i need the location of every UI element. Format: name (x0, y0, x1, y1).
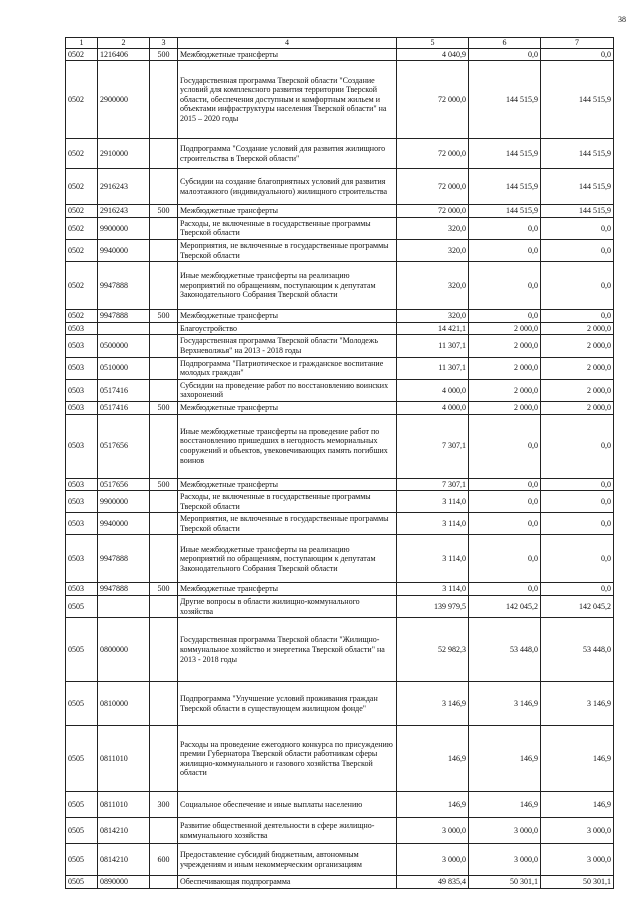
target-code-cell: 0800000 (98, 618, 150, 682)
amount-col5-cell: 320,0 (397, 217, 469, 239)
section-code-cell: 0502 (66, 48, 98, 61)
table-row (66, 48, 614, 61)
expense-type-cell (150, 682, 178, 726)
amount-col5-cell: 4 000,0 (397, 379, 469, 401)
amount-col6-cell: 2 000,0 (469, 357, 541, 379)
description-cell: Государственная программа Тверской области "Молодежь Верхневолжья" на 2013 - 2018 годы (178, 335, 397, 357)
section-code-cell: 0505 (66, 818, 98, 844)
description-cell: Мероприятия, не включенные в государственные программы Тверской области (178, 239, 397, 261)
section-code-cell: 0502 (66, 217, 98, 239)
amount-col5-cell: 4 040,9 (397, 48, 469, 61)
table-row (66, 61, 614, 139)
section-code-cell: 0503 (66, 357, 98, 379)
expense-type-cell: 500 (150, 583, 178, 596)
description-cell: Субсидии на проведение работ по восстановлению воинских захоронений (178, 379, 397, 401)
table-row (66, 239, 614, 261)
column-header: 2 (98, 38, 150, 49)
description-cell: Иные межбюджетные трансферты на реализацию мероприятий по обращениям, поступающим к депутатам Законодательного Собрания Тверской области (178, 535, 397, 583)
description-cell: Благоустройство (178, 322, 397, 335)
amount-col6-cell: 144 515,9 (469, 169, 541, 205)
description-cell: Государственная программа Тверской области "Создание условий для комплексного развития территории Тверской области, обеспечения доступным и комфортным жильем и объектами инфраструктуры населения Тверской области" на 2015 – 2020 годы (178, 61, 397, 139)
table-row (66, 205, 614, 218)
amount-col6-cell: 2 000,0 (469, 379, 541, 401)
expense-type-cell (150, 414, 178, 478)
amount-col5-cell: 72 000,0 (397, 169, 469, 205)
section-code-cell: 0505 (66, 596, 98, 618)
expense-type-cell (150, 335, 178, 357)
target-code-cell: 0814210 (98, 844, 150, 876)
table-row (66, 139, 614, 169)
expense-type-cell (150, 726, 178, 792)
target-code-cell: 0500000 (98, 335, 150, 357)
description-cell: Подпрограмма "Создание условий для развития жилищного строительства в Тверской области" (178, 139, 397, 169)
amount-col7-cell: 0,0 (541, 239, 614, 261)
target-code-cell: 0890000 (98, 876, 150, 889)
description-cell: Подпрограмма "Патриотическое и гражданское воспитание молодых граждан" (178, 357, 397, 379)
amount-col5-cell: 3 114,0 (397, 513, 469, 535)
amount-col5-cell: 146,9 (397, 792, 469, 818)
section-code-cell: 0503 (66, 513, 98, 535)
description-cell: Обеспечивающая подпрограмма (178, 876, 397, 889)
target-code-cell: 2900000 (98, 61, 150, 139)
table-row (66, 478, 614, 491)
amount-col5-cell: 3 114,0 (397, 535, 469, 583)
section-code-cell: 0503 (66, 535, 98, 583)
expense-type-cell: 500 (150, 48, 178, 61)
column-header: 6 (469, 38, 541, 49)
description-cell: Расходы, не включенные в государственные программы Тверской области (178, 217, 397, 239)
amount-col6-cell: 0,0 (469, 239, 541, 261)
section-code-cell: 0502 (66, 205, 98, 218)
amount-col7-cell: 144 515,9 (541, 205, 614, 218)
description-cell: Межбюджетные трансферты (178, 48, 397, 61)
amount-col7-cell: 0,0 (541, 583, 614, 596)
description-cell: Другие вопросы в области жилищно-коммунального хозяйства (178, 596, 397, 618)
amount-col5-cell: 139 979,5 (397, 596, 469, 618)
amount-col5-cell: 3 146,9 (397, 682, 469, 726)
table-row (66, 310, 614, 323)
amount-col5-cell: 72 000,0 (397, 139, 469, 169)
expense-type-cell: 300 (150, 792, 178, 818)
expense-type-cell (150, 379, 178, 401)
target-code-cell: 9947888 (98, 535, 150, 583)
table-row (66, 792, 614, 818)
amount-col6-cell: 2 000,0 (469, 322, 541, 335)
amount-col7-cell: 53 448,0 (541, 618, 614, 682)
table-row (66, 818, 614, 844)
amount-col6-cell: 0,0 (469, 262, 541, 310)
expense-type-cell: 500 (150, 401, 178, 414)
target-code-cell: 9940000 (98, 239, 150, 261)
column-header: 7 (541, 38, 614, 49)
target-code-cell: 9947888 (98, 583, 150, 596)
target-code-cell: 2916243 (98, 169, 150, 205)
amount-col7-cell: 2 000,0 (541, 357, 614, 379)
target-code-cell: 2910000 (98, 139, 150, 169)
description-cell: Межбюджетные трансферты (178, 478, 397, 491)
target-code-cell: 0517416 (98, 401, 150, 414)
amount-col5-cell: 3 000,0 (397, 844, 469, 876)
expense-type-cell (150, 535, 178, 583)
description-cell: Развитие общественной деятельности в сфере жилищно-коммунального хозяйства (178, 818, 397, 844)
target-code-cell: 0811010 (98, 726, 150, 792)
section-code-cell: 0503 (66, 379, 98, 401)
description-cell: Социальное обеспечение и иные выплаты населению (178, 792, 397, 818)
amount-col7-cell: 50 301,1 (541, 876, 614, 889)
amount-col6-cell: 2 000,0 (469, 401, 541, 414)
target-code-cell: 1216406 (98, 48, 150, 61)
amount-col6-cell: 0,0 (469, 478, 541, 491)
expense-type-cell (150, 876, 178, 889)
amount-col5-cell: 7 307,1 (397, 478, 469, 491)
section-code-cell: 0502 (66, 61, 98, 139)
table-row (66, 379, 614, 401)
amount-col7-cell: 2 000,0 (541, 401, 614, 414)
amount-col7-cell: 3 000,0 (541, 844, 614, 876)
expense-type-cell (150, 169, 178, 205)
header-row (66, 38, 614, 49)
amount-col5-cell: 146,9 (397, 726, 469, 792)
amount-col7-cell: 144 515,9 (541, 61, 614, 139)
table-row (66, 618, 614, 682)
amount-col7-cell: 0,0 (541, 491, 614, 513)
amount-col7-cell: 0,0 (541, 513, 614, 535)
table-row (66, 844, 614, 876)
amount-col7-cell: 144 515,9 (541, 169, 614, 205)
description-cell: Подпрограмма "Улучшение условий проживания граждан Тверской области в существующем жилищном фонде" (178, 682, 397, 726)
description-cell: Предоставление субсидий бюджетным, автономным учреждениям и иным некоммерческим организациям (178, 844, 397, 876)
amount-col5-cell: 72 000,0 (397, 205, 469, 218)
section-code-cell: 0503 (66, 583, 98, 596)
description-cell: Иные межбюджетные трансферты на реализацию мероприятий по обращениям, поступающим к депутатам Законодательного Собрания Тверской области (178, 262, 397, 310)
amount-col5-cell: 11 307,1 (397, 357, 469, 379)
expense-type-cell (150, 262, 178, 310)
expense-type-cell (150, 139, 178, 169)
amount-col6-cell: 142 045,2 (469, 596, 541, 618)
table-row (66, 491, 614, 513)
target-code-cell: 9900000 (98, 491, 150, 513)
amount-col6-cell: 0,0 (469, 310, 541, 323)
expense-type-cell (150, 322, 178, 335)
description-cell: Межбюджетные трансферты (178, 310, 397, 323)
expense-type-cell (150, 217, 178, 239)
amount-col5-cell: 52 982,3 (397, 618, 469, 682)
table-row (66, 169, 614, 205)
amount-col6-cell: 3 000,0 (469, 844, 541, 876)
amount-col7-cell: 3 000,0 (541, 818, 614, 844)
table-row (66, 596, 614, 618)
expense-type-cell (150, 61, 178, 139)
amount-col6-cell: 0,0 (469, 414, 541, 478)
expense-type-cell (150, 818, 178, 844)
description-cell: Иные межбюджетные трансферты на проведение работ по восстановлению пришедших в негодность мемориальных сооружений и объектов, увековечивающих память погибших воинов (178, 414, 397, 478)
amount-col6-cell: 50 301,1 (469, 876, 541, 889)
expense-type-cell: 600 (150, 844, 178, 876)
amount-col5-cell: 3 114,0 (397, 491, 469, 513)
section-code-cell: 0505 (66, 792, 98, 818)
amount-col6-cell: 144 515,9 (469, 139, 541, 169)
amount-col6-cell: 144 515,9 (469, 61, 541, 139)
target-code-cell: 0814210 (98, 818, 150, 844)
expense-type-cell (150, 357, 178, 379)
section-code-cell: 0503 (66, 401, 98, 414)
column-header: 3 (150, 38, 178, 49)
target-code-cell: 0517656 (98, 478, 150, 491)
section-code-cell: 0505 (66, 726, 98, 792)
expense-type-cell (150, 239, 178, 261)
amount-col6-cell: 2 000,0 (469, 335, 541, 357)
table-row (66, 401, 614, 414)
description-cell: Субсидии на создание благоприятных условий для развития малоэтажного (индивидуального) жилищного строительства (178, 169, 397, 205)
amount-col5-cell: 72 000,0 (397, 61, 469, 139)
section-code-cell: 0505 (66, 876, 98, 889)
section-code-cell: 0505 (66, 844, 98, 876)
column-header: 4 (178, 38, 397, 49)
amount-col7-cell: 2 000,0 (541, 322, 614, 335)
target-code-cell: 2916243 (98, 205, 150, 218)
section-code-cell: 0505 (66, 682, 98, 726)
section-code-cell: 0505 (66, 618, 98, 682)
section-code-cell: 0503 (66, 491, 98, 513)
amount-col7-cell: 0,0 (541, 478, 614, 491)
description-cell: Межбюджетные трансферты (178, 205, 397, 218)
section-code-cell: 0502 (66, 169, 98, 205)
target-code-cell: 9947888 (98, 310, 150, 323)
section-code-cell: 0503 (66, 414, 98, 478)
table-row (66, 535, 614, 583)
table-row (66, 682, 614, 726)
amount-col7-cell: 142 045,2 (541, 596, 614, 618)
amount-col5-cell: 49 835,4 (397, 876, 469, 889)
amount-col7-cell: 146,9 (541, 726, 614, 792)
amount-col6-cell: 3 146,9 (469, 682, 541, 726)
amount-col7-cell: 0,0 (541, 217, 614, 239)
amount-col7-cell: 0,0 (541, 535, 614, 583)
expense-type-cell: 500 (150, 310, 178, 323)
column-header: 5 (397, 38, 469, 49)
amount-col5-cell: 7 307,1 (397, 414, 469, 478)
amount-col6-cell: 0,0 (469, 48, 541, 61)
amount-col6-cell: 146,9 (469, 726, 541, 792)
section-code-cell: 0503 (66, 478, 98, 491)
expense-type-cell: 500 (150, 478, 178, 491)
target-code-cell (98, 322, 150, 335)
amount-col6-cell: 3 000,0 (469, 818, 541, 844)
amount-col5-cell: 4 000,0 (397, 401, 469, 414)
amount-col7-cell: 0,0 (541, 48, 614, 61)
description-cell: Государственная программа Тверской области "Жилищно-коммунальное хозяйство и энергетика Тверской области" на 2013 - 2018 годы (178, 618, 397, 682)
table-row (66, 583, 614, 596)
page-number: 38 (618, 15, 626, 24)
amount-col5-cell: 11 307,1 (397, 335, 469, 357)
amount-col5-cell: 3 000,0 (397, 818, 469, 844)
amount-col7-cell: 146,9 (541, 792, 614, 818)
amount-col7-cell: 0,0 (541, 310, 614, 323)
table-row (66, 414, 614, 478)
amount-col6-cell: 146,9 (469, 792, 541, 818)
target-code-cell: 0517416 (98, 379, 150, 401)
expense-type-cell: 500 (150, 205, 178, 218)
expense-type-cell (150, 491, 178, 513)
section-code-cell: 0502 (66, 262, 98, 310)
section-code-cell: 0502 (66, 310, 98, 323)
description-cell: Межбюджетные трансферты (178, 401, 397, 414)
table-row (66, 322, 614, 335)
section-code-cell: 0503 (66, 322, 98, 335)
target-code-cell: 0517656 (98, 414, 150, 478)
table-row (66, 876, 614, 889)
section-code-cell: 0503 (66, 335, 98, 357)
amount-col7-cell: 2 000,0 (541, 379, 614, 401)
target-code-cell: 9947888 (98, 262, 150, 310)
column-header: 1 (66, 38, 98, 49)
target-code-cell: 0811010 (98, 792, 150, 818)
amount-col7-cell: 2 000,0 (541, 335, 614, 357)
amount-col6-cell: 0,0 (469, 513, 541, 535)
description-cell: Межбюджетные трансферты (178, 583, 397, 596)
table-row (66, 513, 614, 535)
amount-col6-cell: 0,0 (469, 217, 541, 239)
table-body (66, 48, 614, 888)
description-cell: Расходы на проведение ежегодного конкурса по присуждению премии Губернатора Тверской области работникам сферы жилищно-коммунального и газового хозяйства Тверской области (178, 726, 397, 792)
amount-col5-cell: 320,0 (397, 310, 469, 323)
target-code-cell: 9900000 (98, 217, 150, 239)
table-row (66, 726, 614, 792)
target-code-cell: 9940000 (98, 513, 150, 535)
amount-col7-cell: 144 515,9 (541, 139, 614, 169)
amount-col5-cell: 320,0 (397, 239, 469, 261)
amount-col7-cell: 0,0 (541, 414, 614, 478)
amount-col7-cell: 0,0 (541, 262, 614, 310)
amount-col6-cell: 0,0 (469, 583, 541, 596)
table-row (66, 335, 614, 357)
amount-col7-cell: 3 146,9 (541, 682, 614, 726)
table-row (66, 217, 614, 239)
target-code-cell (98, 596, 150, 618)
amount-col6-cell: 144 515,9 (469, 205, 541, 218)
target-code-cell: 0510000 (98, 357, 150, 379)
amount-col5-cell: 320,0 (397, 262, 469, 310)
description-cell: Расходы, не включенные в государственные программы Тверской области (178, 491, 397, 513)
expense-type-cell (150, 618, 178, 682)
amount-col5-cell: 3 114,0 (397, 583, 469, 596)
expense-type-cell (150, 513, 178, 535)
amount-col5-cell: 14 421,1 (397, 322, 469, 335)
table-row (66, 262, 614, 310)
amount-col6-cell: 0,0 (469, 535, 541, 583)
expense-type-cell (150, 596, 178, 618)
target-code-cell: 0810000 (98, 682, 150, 726)
description-cell: Мероприятия, не включенные в государственные программы Тверской области (178, 513, 397, 535)
amount-col6-cell: 53 448,0 (469, 618, 541, 682)
table-row (66, 357, 614, 379)
amount-col6-cell: 0,0 (469, 491, 541, 513)
budget-table (65, 37, 614, 889)
section-code-cell: 0502 (66, 139, 98, 169)
section-code-cell: 0502 (66, 239, 98, 261)
